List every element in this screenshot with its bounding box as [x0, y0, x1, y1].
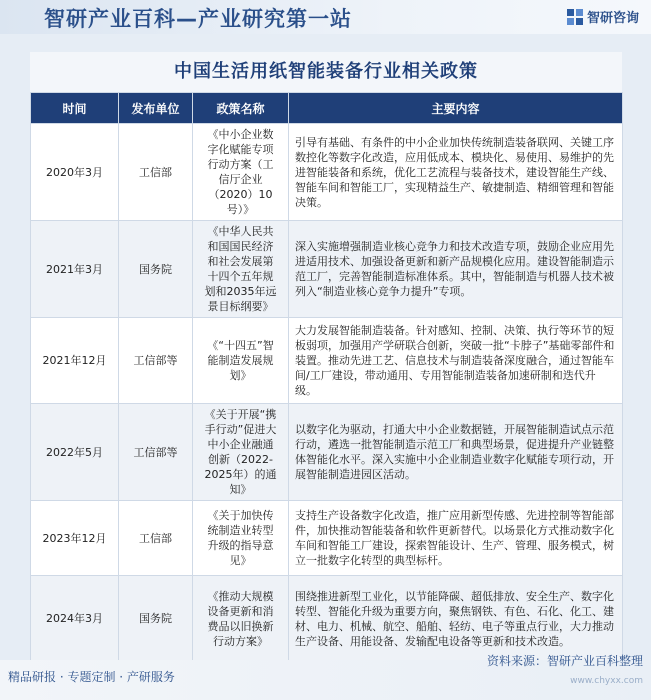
cell-time: 2021年12月	[31, 318, 119, 404]
cell-org: 国务院	[119, 221, 193, 318]
data-source: 资料来源：智研产业百科整理	[486, 654, 643, 668]
cell-policy: 《“十四五”智能制造发展规划》	[193, 318, 289, 404]
column-header-time: 时间	[31, 93, 119, 124]
top-banner	[0, 0, 651, 34]
cell-content: 引导有基础、有条件的中小企业加快传统制造装备联网、关键工序数控化等数字化改造，应用低成本、模块化、易使用、易维护的先进智能装备和系统，优化工艺流程与装备技术，建设智能生产线、智能车间和智能工厂，实现精益生产、敏捷制造、精细管理和智能决策。	[289, 124, 623, 221]
card-title: 中国生活用纸智能装备行业相关政策	[30, 52, 622, 92]
cell-time: 2022年5月	[31, 404, 119, 501]
cell-policy: 《关于开展“携手行动”促进大中小企业融通创新（2022-2025年）的通知》	[193, 404, 289, 501]
cell-org: 工信部等	[119, 404, 193, 501]
cell-time: 2021年3月	[31, 221, 119, 318]
table-row	[31, 124, 623, 221]
column-header-content: 主要内容	[289, 93, 623, 124]
cell-time: 2023年12月	[31, 501, 119, 576]
table-row	[31, 501, 623, 576]
column-header-policy: 政策名称	[193, 93, 289, 124]
column-header-org: 发布单位	[119, 93, 193, 124]
cell-content: 大力发展智能制造装备。针对感知、控制、决策、执行等环节的短板弱项，加强用产学研联合创新，突破一批“卡脖子”基础零部件和装置。推动先进工艺、信息技术与制造装备深度融合，通过智能车间/工厂建设，带动通用、专用智能制造装备加速研制和迭代升级。	[289, 318, 623, 404]
table-row	[31, 576, 623, 662]
cell-content: 以数字化为驱动，打通大中小企业数据链，开展智能制造试点示范行动，遴选一批智能制造示范工厂和典型场景，促进提升产业链整体智能化水平。深入实施中小企业制造业数字化赋能专项行动，开展智能制造进园区活动。	[289, 404, 623, 501]
banner-title: 智研产业百科—产业研究第一站	[44, 7, 352, 31]
table-row	[31, 318, 623, 404]
footer-bar	[0, 654, 651, 700]
table-header-row	[31, 93, 623, 124]
footer-site: www.chyxx.com	[570, 676, 643, 686]
policy-card	[30, 52, 622, 654]
table-row	[31, 404, 623, 501]
cell-content: 深入实施增强制造业核心竞争力和技术改造专项，鼓励企业应用先进适用技术、加强设备更新和新产品规模化应用。建设智能制造示范工厂，完善智能制造标准体系。其中，智能制造与机器人技术被列入“制造业核心竞争力提升”专项。	[289, 221, 623, 318]
cell-policy: 《推动大规模设备更新和消费品以旧换新行动方案》	[193, 576, 289, 662]
cell-org: 工信部	[119, 501, 193, 576]
footer-services: 精品研报 · 专题定制 · 产研服务	[8, 670, 175, 684]
cell-content: 支持生产设备数字化改造，推广应用新型传感、先进控制等智能部件，加快推动智能装备和软件更新替代。以场景化方式推动数字化车间和智能工厂建设，探索智能设计、生产、管理、服务模式，树立一批数字化转型的典型标杆。	[289, 501, 623, 576]
table-row	[31, 221, 623, 318]
cell-policy: 《中华人民共和国国民经济和社会发展第十四个五年规划和2035年远景目标纲要》	[193, 221, 289, 318]
cell-policy: 《中小企业数字化赋能专项行动方案（工信厅企业（2020）10号）》	[193, 124, 289, 221]
policy-table	[30, 92, 623, 662]
brand-logo[interactable]	[567, 7, 639, 26]
cell-policy: 《关于加快传统制造业转型升级的指导意见》	[193, 501, 289, 576]
cell-org: 工信部等	[119, 318, 193, 404]
cell-content: 围绕推进新型工业化，以节能降碳、超低排放、安全生产、数字化转型、智能化升级为重要方向，聚焦钢铁、有色、石化、化工、建材、电力、机械、航空、船舶、轻纺、电子等重点行业，大力推动生产设备、用能设备、发输配电设备等更新和技术改造。	[289, 576, 623, 662]
brand-name: 智研咨询	[586, 11, 639, 26]
cell-org: 工信部	[119, 124, 193, 221]
cell-org: 国务院	[119, 576, 193, 662]
brand-logo-icon	[567, 9, 583, 25]
cell-time: 2024年3月	[31, 576, 119, 662]
cell-time: 2020年3月	[31, 124, 119, 221]
